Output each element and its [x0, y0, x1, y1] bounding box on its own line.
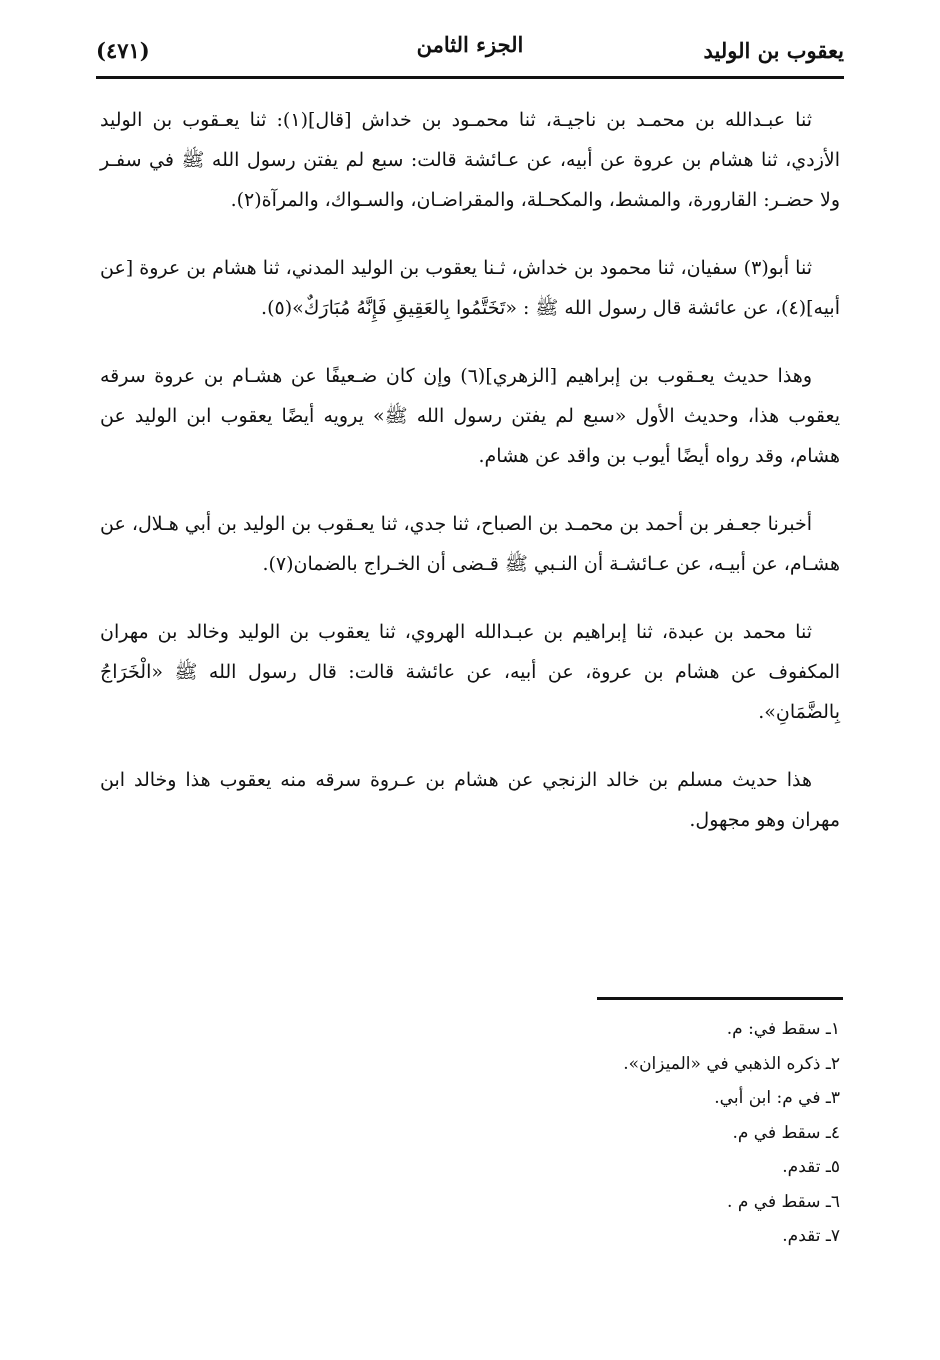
- paragraph: هذا حديث مسلم بن خالد الزنجي عن هشام بن عـروة سرقه منه يعقوب هذا وخالد ابن مهران وهو مجهول.: [100, 769, 840, 831]
- page-number: (٤٧١): [96, 38, 150, 63]
- paragraph: ثنا أبو(٣) سفيان، ثنا محمود بن خداش، ثـنا يعقوب بن الوليد المدني، ثنا هشام بن عروة [عن أبيه](٤)، عن عائشة قال رسول الله ﷺ : «تَخَتَّمُوا بِالعَقِيقِ فَإِنَّهُ مُبَارَكٌ»(٥).: [100, 257, 840, 319]
- paragraph: أخبرنا جعـفر بن أحمد بن محمـد بن الصباح، ثنا جدي، ثنا يعـقوب بن الوليد بن أبي هـلال، عن هشـام، عن أبيـه، عن عـائشـة أن النـبي ﷺ قـضى أن الخـراج بالضمان(٧).: [100, 513, 840, 575]
- footnote: ٧ـ تقدم.: [782, 1226, 840, 1246]
- footnote: ١ـ سقط في: م.: [726, 1019, 840, 1039]
- volume-label: الجزء الثامن: [416, 32, 524, 57]
- footnote: ٣ـ في م: ابن أبي.: [714, 1088, 840, 1108]
- footnote: ٦ـ سقط في م .: [727, 1191, 840, 1212]
- paragraph: ثنا محمد بن عبدة، ثنا إبراهيم بن عبـدالله الهروي، ثنا يعقوب بن الوليد وخالد بن مهران المكفوف عن هشام بن عروة، عن أبيه، عن عائشة قالت: قال رسول الله ﷺ «الْخَرَاجُ بِالضَّمَانِ».: [100, 621, 840, 723]
- footnote: ٢ـ ذكره الذهبي في «الميزان».: [623, 1053, 840, 1074]
- paragraph: وهذا حديث يعـقوب بن إبراهيم [الزهري](٦) وإن كان ضـعيفًا عن هشـام بن عروة سرقه يعقوب هذا، وحديث الأول «سبع لم يفتن رسول الله ﷺ» يرويه أيضًا يعقوب ابن الوليد عن هشام، وقد رواه أيضًا أيوب بن واقد عن هشام.: [100, 365, 840, 467]
- footnotes: [100, 1012, 840, 1254]
- running-header: [96, 32, 844, 72]
- entry-title: يعقوب بن الوليد: [703, 38, 844, 63]
- header-rule: [96, 76, 844, 79]
- footnote: ٥ـ تقدم.: [782, 1157, 840, 1177]
- main-text: [100, 100, 840, 868]
- paragraph: ثنا عبـدالله بن محمـد بن ناجيـة، ثنا محمـود بن خداش [قال](١): ثنا يعـقوب بن الوليد الأزدي، ثنا هشام بن عروة عن أبيه، عن عـائشة قالت: سبع لم يفتن رسول الله ﷺ في سفـر ولا حضـر: القارورة، والمشط، والمكحـلة، والمقراضـان، والسـواك، والمرآة(٢).: [100, 109, 840, 211]
- footnote-separator: [597, 997, 843, 1000]
- footnote: ٤ـ سقط في م.: [732, 1122, 840, 1143]
